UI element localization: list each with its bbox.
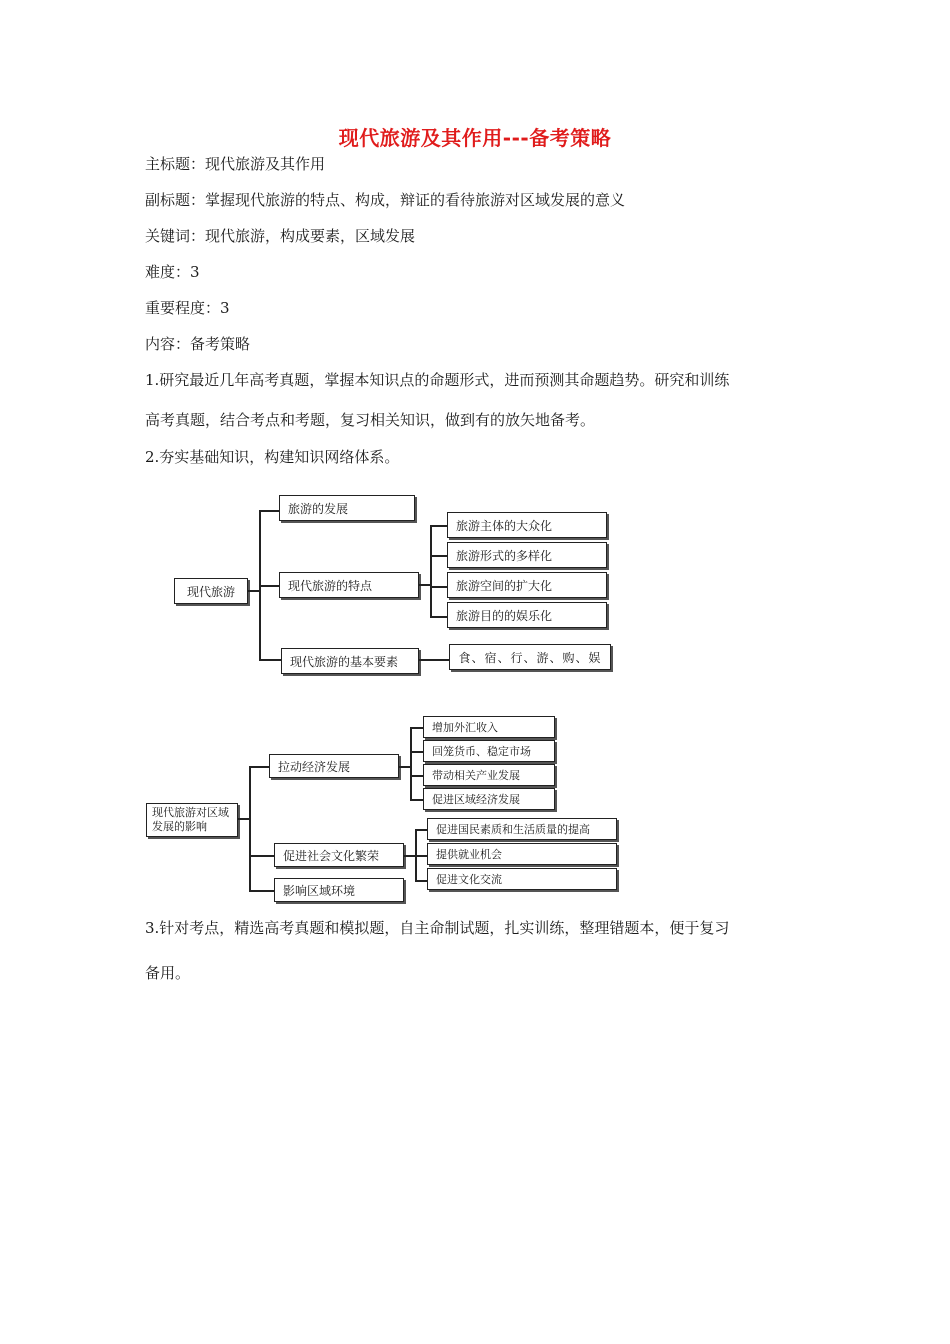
node-feature-mass: 旅游主体的大众化 bbox=[447, 512, 607, 538]
connector bbox=[415, 829, 427, 831]
node-root: 现代旅游对区域发展的影响 bbox=[146, 803, 238, 837]
content-line: 内容：备考策略 bbox=[145, 335, 251, 353]
difficulty-line: 难度：3 bbox=[145, 263, 200, 281]
connector bbox=[410, 727, 423, 729]
strategy-3-line-a: 3.针对考点，精选高考真题和模拟题，自主命制试题，扎实训练，整理错题本，便于复习 bbox=[145, 919, 730, 937]
node-six-elements: 食、宿、行、游、购、娱 bbox=[449, 644, 611, 670]
connector bbox=[249, 855, 274, 857]
node-feature-space: 旅游空间的扩大化 bbox=[447, 572, 607, 598]
connector bbox=[410, 727, 412, 800]
document-title: 现代旅游及其作用---备考策略 bbox=[338, 126, 612, 150]
connector bbox=[415, 880, 427, 882]
strategy-1-line-a: 1.研究最近几年高考真题，掌握本知识点的命题形式，进而预测其命题趋势。研究和训练 bbox=[145, 371, 730, 389]
node-culture: 促进社会文化繁荣 bbox=[274, 843, 404, 867]
connector bbox=[249, 766, 251, 891]
node-development: 旅游的发展 bbox=[279, 495, 415, 521]
node-environment: 影响区域环境 bbox=[274, 878, 404, 902]
strategy-2-line: 2.夯实基础知识，构建知识网络体系。 bbox=[145, 448, 400, 466]
connector bbox=[410, 751, 423, 753]
node-econ-forex: 增加外汇收入 bbox=[423, 716, 555, 738]
node-econ-regional: 促进区域经济发展 bbox=[423, 788, 555, 810]
main-title-line: 主标题：现代旅游及其作用 bbox=[145, 155, 326, 173]
importance-line: 重要程度：3 bbox=[145, 299, 230, 317]
node-economy: 拉动经济发展 bbox=[269, 754, 399, 778]
connector bbox=[410, 775, 423, 777]
connector bbox=[410, 799, 423, 801]
node-econ-industry: 带动相关产业发展 bbox=[423, 764, 555, 786]
keywords-line: 关键词：现代旅游，构成要素，区域发展 bbox=[145, 227, 416, 245]
strategy-3-line-b: 备用。 bbox=[145, 964, 191, 982]
connector bbox=[249, 766, 269, 768]
node-culture-quality: 促进国民素质和生活质量的提高 bbox=[427, 818, 617, 840]
node-basic-elements: 现代旅游的基本要素 bbox=[281, 648, 419, 674]
connector bbox=[415, 855, 427, 857]
connector bbox=[249, 890, 274, 892]
node-culture-jobs: 提供就业机会 bbox=[427, 843, 617, 865]
node-feature-entertainment: 旅游目的的娱乐化 bbox=[447, 602, 607, 628]
strategy-1-line-b: 高考真题，结合考点和考题，复习相关知识，做到有的放矢地备考。 bbox=[145, 411, 596, 429]
node-features: 现代旅游的特点 bbox=[279, 572, 419, 598]
node-econ-currency: 回笼货币、稳定市场 bbox=[423, 740, 555, 762]
subtitle-line: 副标题：掌握现代旅游的特点、构成，辩证的看待旅游对区域发展的意义 bbox=[145, 191, 626, 209]
node-root: 现代旅游 bbox=[174, 578, 248, 604]
node-culture-exchange: 促进文化交流 bbox=[427, 868, 617, 890]
node-feature-diverse: 旅游形式的多样化 bbox=[447, 542, 607, 568]
